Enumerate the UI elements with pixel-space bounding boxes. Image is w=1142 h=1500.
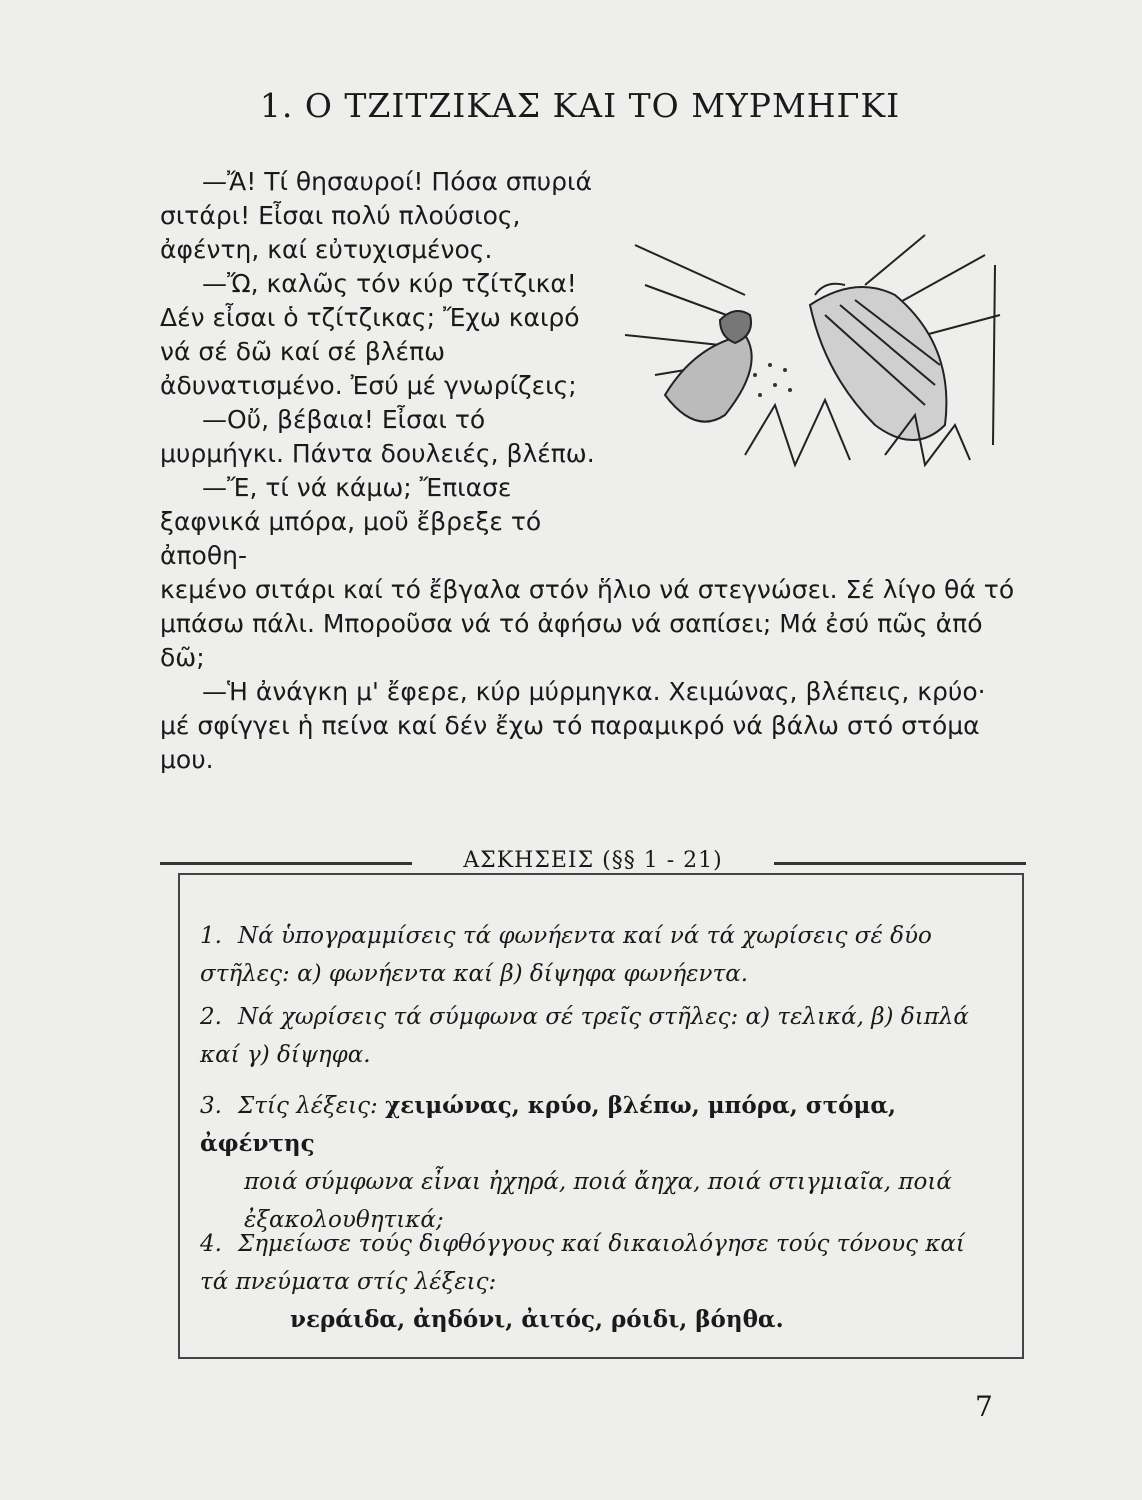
exercise-number: 1. xyxy=(200,923,222,949)
exercise-text: Σημείωσε τούς διφθόγγους καί δικαιολόγησε τούς τόνους καί τά πνεύματα στίς λέξεις: xyxy=(200,1231,965,1295)
exercise-number: 2. xyxy=(200,1004,222,1030)
exercise-text: Στίς λέξεις: xyxy=(238,1093,378,1119)
dialogue-5: —Ἡ ἀνάγκη μ' ἔφερε, κύρ μύρμηγκα. Χειμώνας, βλέπεις, κρύο· μέ σφίγγει ἡ πείνα καί δέν ἔχω τό παραμικρό νά βάλω στό στόμα μου. xyxy=(160,677,986,774)
exercise-text: Νά χωρίσεις τά σύμφωνα σέ τρεῖς στῆλες: α) τελικά, β) διπλά καί γ) δίψηφα. xyxy=(200,1004,969,1068)
exercise-number: 3. xyxy=(200,1093,222,1119)
page-title: 1. Ο ΤΖΙΤΖΙΚΑΣ ΚΑΙ ΤΟ ΜΥΡΜΗΓΚΙ xyxy=(259,86,901,125)
story-text xyxy=(160,165,1020,777)
dialogue-4b: κεμένο σιτάρι καί τό ἔβγαλα στόν ἥλιο νά στεγνώσει. Σέ λίγο θά τό μπάσω πάλι. Μποροῦσα νά τό ἀφήσω νά σαπίσει; Μά ἐσύ πῶς ἀπό δῶ; xyxy=(160,575,1015,672)
exercise-text-continued: ποιά σύμφωνα εἶναι ἠχηρά, ποιά ἄηχα, ποιά στιγμιαῖα, ποιά ἐξακολουθητικά; xyxy=(244,1169,952,1233)
dialogue-4a: —Ἔ, τί νά κάμω; Ἔπιασε ξαφνικά μπόρα, μοῦ ἔβρεξε τό ἀποθη- xyxy=(160,473,542,570)
dialogue-2: —Ὤ, καλῶς τόν κύρ τζίτζικα! Δέν εἶσαι ὁ τζίτζικας; Ἔχω καιρό νά σέ δῶ καί σέ βλέπω ἀδυνατισμένο. Ἐσύ μέ γνωρίζεις; xyxy=(160,269,580,400)
exercise-words: νεράιδα, ἀηδόνι, ἀιτός, ρόιδι, βόηθα. xyxy=(290,1306,784,1333)
dialogue-1: —Ἄ! Τί θησαυροί! Πόσα σπυριά σιτάρι! Εἶσαι πολύ πλούσιος, ἀφέντη, καί εὐτυχισμένος. xyxy=(160,167,592,264)
header-rule-right xyxy=(774,862,1026,865)
exercises-title: ΑΣΚΗΣΕΙΣ (§§ 1 - 21) xyxy=(463,848,723,873)
exercise-3 xyxy=(200,1087,1000,1239)
exercise-text: Νά ὑπογραμμίσεις τά φωνήεντα καί νά τά χωρίσεις σέ δύο στῆλες: α) φωνήεντα καί β) δίψηφα φωνήεντα. xyxy=(200,923,932,987)
exercise-words: χειμώνας, κρύο, βλέπω, μπόρα, στόμα, ἀφέντης xyxy=(200,1092,897,1157)
exercise-1 xyxy=(200,917,1000,993)
exercise-4 xyxy=(200,1225,1000,1339)
page-number: 7 xyxy=(975,1390,993,1423)
dialogue-3: —Οὔ, βέβαια! Εἶσαι τό μυρμήγκι. Πάντα δουλειές, βλέπω. xyxy=(160,405,595,468)
exercise-2 xyxy=(200,998,1000,1074)
exercise-number: 4. xyxy=(200,1231,222,1257)
header-rule-left xyxy=(160,862,412,865)
